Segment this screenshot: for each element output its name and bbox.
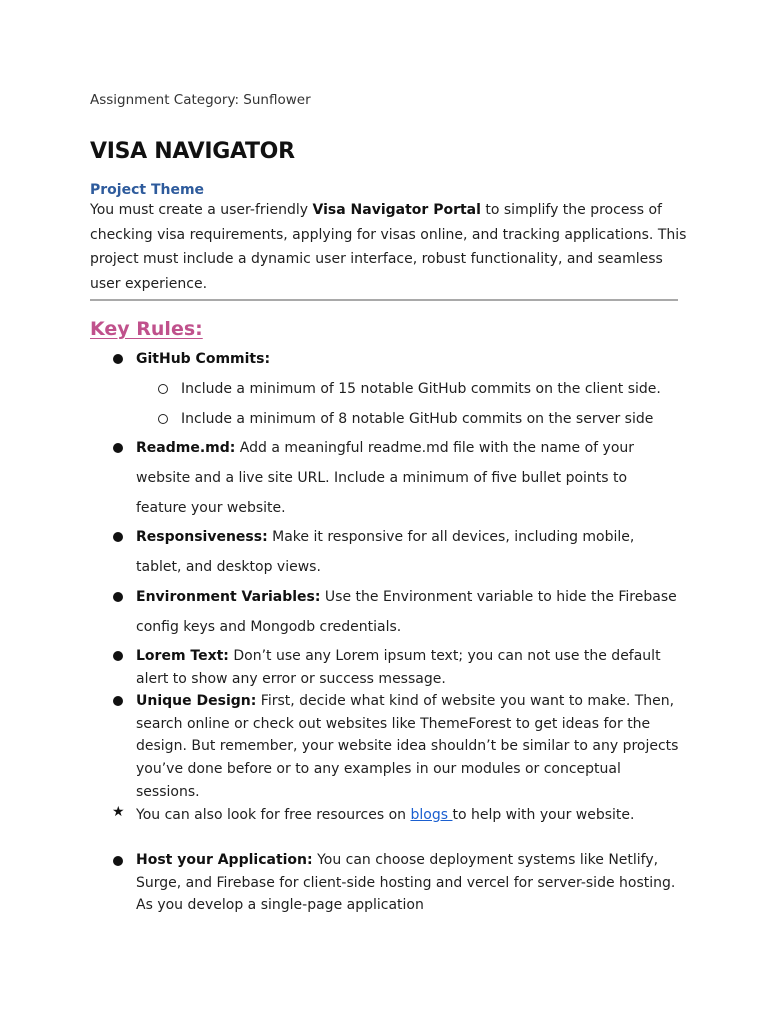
resources-text-end: to help with your website. [452,807,635,823]
page-title: VISA NAVIGATOR [90,139,295,164]
bullet-icon [113,443,123,453]
theme-text-start: You must create a user-friendly [90,202,313,218]
hollow-bullet-icon [158,384,168,394]
rule-github-commits [136,349,681,369]
rule-unique-design [136,690,681,804]
rule-lorem-text [136,645,681,690]
assignment-category: Assignment Category: Sunflower [90,92,311,108]
bullet-icon [113,592,123,602]
rule-label: Responsiveness: [136,529,268,545]
bullet-icon [113,532,123,542]
rule-host-application [136,849,681,917]
rule-text: Add a meaningful readme.md file with the name of your website and a live site URL. Include a minimum of five bullet points to feature your website. [136,440,635,516]
rule-text: First, decide what kind of website you want to make. Then, search online or check out websites like ThemeForest to get ideas for the design. But remember, your website idea shouldn’t be similar to any projects you’ve done before or to any examples in our modules or conceptual sessions. [136,693,679,800]
blogs-link[interactable]: blogs [410,807,453,823]
key-rules-heading: Key Rules: [90,318,203,340]
resources-text-start: You can also look for free resources on [136,807,411,823]
rule-label: Host your Application: [136,852,313,868]
theme-text-end: to simplify the process of checking visa requirements, applying for visas online, and tracking applications. This project must include a dynamic user interface, robust functionality, and seamless user experience. [90,202,687,293]
theme-bold-portal: Visa Navigator Portal [312,202,481,218]
bullet-icon [113,354,123,364]
hollow-bullet-icon [158,414,168,424]
github-server-commits: Include a minimum of 8 notable GitHub commits on the server side [181,411,654,427]
rule-text: Use the Environment variable to hide the Firebase config keys and Mongodb credentials. [136,589,677,635]
horizontal-divider [90,299,678,301]
star-icon: ★ [112,804,125,820]
bullet-icon [113,696,123,706]
rule-readme [136,433,681,523]
rule-label: GitHub Commits: [136,351,271,367]
rule-responsiveness [136,522,681,582]
rule-environment-variables [136,582,681,642]
bullet-icon [113,856,123,866]
rule-text: Don’t use any Lorem ipsum text; you can not use the default alert to show any error or success message. [136,648,661,687]
rule-text: Make it responsive for all devices, including mobile, tablet, and desktop views. [136,529,635,575]
project-theme-heading: Project Theme [90,182,205,198]
rule-label: Unique Design: [136,693,257,709]
rule-label: Lorem Text: [136,648,229,664]
github-client-commits: Include a minimum of 15 notable GitHub commits on the client side. [181,381,661,397]
project-theme-paragraph [90,198,690,297]
bullet-icon [113,651,123,661]
rule-label: Environment Variables: [136,589,321,605]
rule-label: Readme.md: [136,440,236,456]
rule-text: You can choose deployment systems like Netlify, Surge, and Firebase for client-side hosting and vercel for server-side hosting. As you develop a single-page application [136,852,676,914]
resources-note [136,804,681,827]
